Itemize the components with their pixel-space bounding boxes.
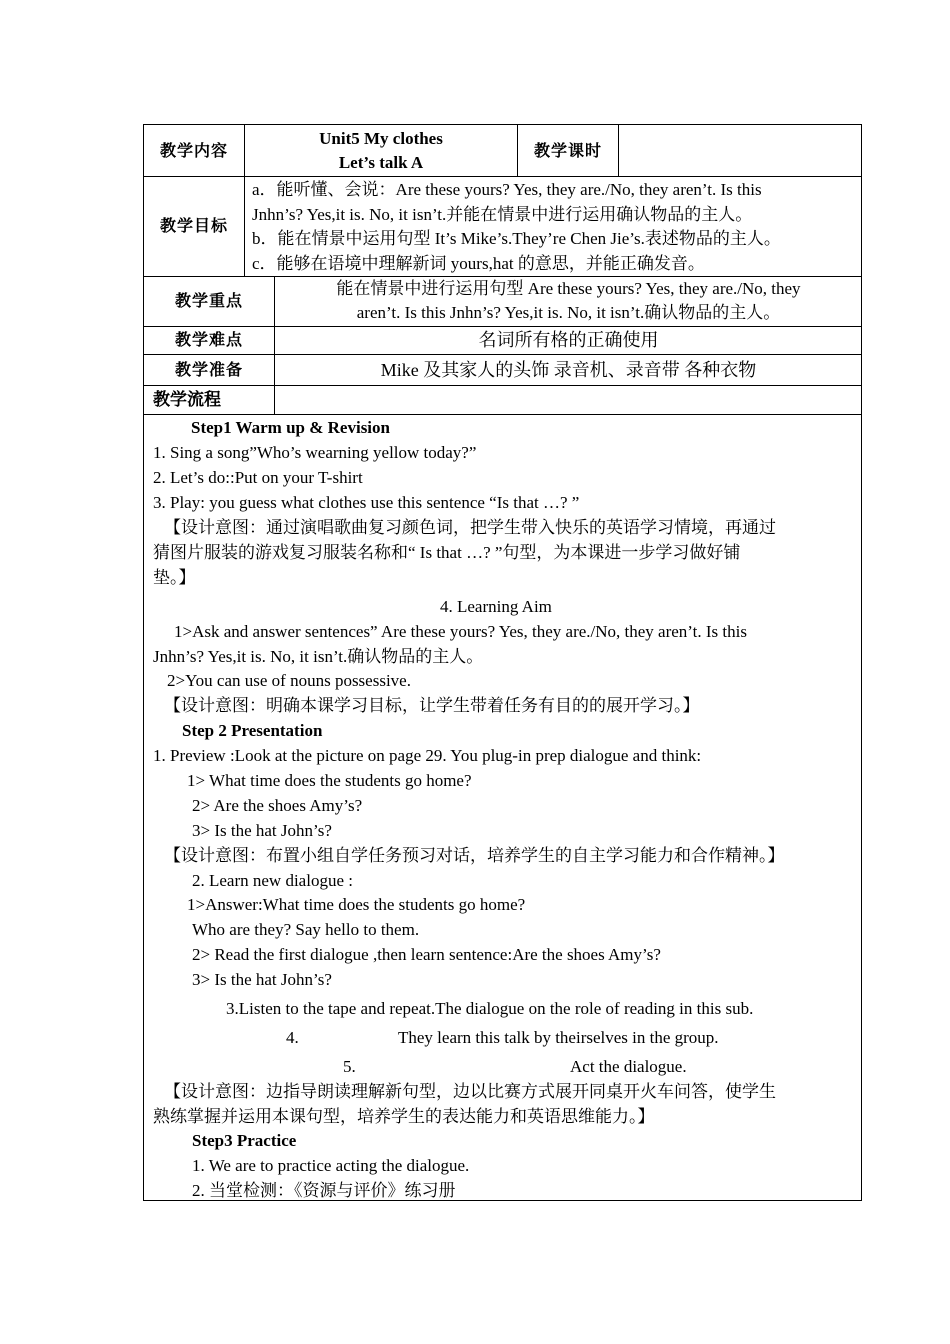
prep-label: 教学准备: [174, 359, 243, 379]
step2-subitem: Who are they? Say hello to them.: [192, 920, 420, 939]
learning-aim-item: Jnhn’s? Yes,it is. No, it isn’t.确认物品的主人。: [153, 647, 484, 666]
design-intent-line: 垫。】: [153, 568, 196, 587]
design-intent-line: 【设计意图：边指导朗读理解新句型，边以比赛方式展开同桌开火车问答，使学生: [164, 1082, 776, 1101]
step3-item: 1. We are to practice acting the dialogue.: [192, 1156, 470, 1175]
step3-item: 2. 当堂检测：《资源与评价》练习册: [192, 1181, 456, 1200]
step2-item-number: 4.: [286, 1028, 299, 1047]
step1-item: 1. Sing a song”Who’s wearning yellow today?”: [153, 443, 477, 462]
difficulty-value: 名词所有格的正确使用: [478, 330, 659, 350]
step2-subitem: 3> Is the hat John’s?: [192, 970, 332, 989]
unit-title: Unit5 My clothes: [319, 128, 443, 148]
period-value: [619, 125, 862, 176]
learning-aim-item: 2>You can use of nouns possessive.: [167, 671, 411, 690]
step2-item: 1. Preview :Look at the picture on page 29. You plug-in prep dialogue and think:: [153, 746, 702, 765]
goal-b: b．能在情景中运用句型 It’s Mike’s.They’re Chen Jie’s.表述物品的主人。: [252, 229, 781, 248]
lesson-title: Let’s talk A: [338, 152, 424, 172]
learning-aim-title: 4. Learning Aim: [440, 597, 552, 616]
difficulty-label: 教学难点: [174, 330, 243, 349]
lesson-plan-table: [143, 124, 862, 1201]
step1-item: 3. Play: you guess what clothes use this sentence “Is that …? ”: [153, 493, 580, 512]
design-intent-line: 【设计意图：通过演唱歌曲复习颜色词，把学生带入快乐的英语学习情境，再通过: [164, 518, 776, 537]
goal-a-line2: Jnhn’s? Yes,it is. No, it isn’t.并能在情景中进行运用确认物品的主人。: [252, 205, 753, 224]
learning-aim-item: 1>Ask and answer sentences” Are these yours? Yes, they are./No, they aren’t. Is this: [174, 622, 747, 641]
design-intent-line: 猜图片服装的游戏复习服装名称和“ Is that …? ”句型，为本课进一步学习做好铺: [153, 543, 741, 562]
process-label: 教学流程: [153, 390, 221, 410]
step2-item: 3.Listen to the tape and repeat.The dialogue on the role of reading in this sub.: [226, 999, 754, 1018]
step2-title: Step 2 Presentation: [182, 721, 323, 740]
step2-item-number: 5.: [343, 1057, 356, 1076]
step2-subitem: 2> Are the shoes Amy’s?: [192, 796, 363, 815]
key-line1: 能在情景中进行运用句型 Are these yours? Yes, they are./No, they: [336, 279, 801, 298]
step1-item: 2. Let’s do::Put on your T-shirt: [153, 468, 363, 487]
goal-a-line1: a．能听懂、会说：Are these yours? Yes, they are./No, they aren’t. Is this: [252, 180, 762, 199]
key-value: [275, 276, 862, 326]
key-label: 教学重点: [174, 291, 243, 310]
step3-title: Step3 Practice: [192, 1131, 297, 1150]
design-intent-line: 熟练掌握并运用本课句型，培养学生的表达能力和英语思维能力。】: [153, 1107, 655, 1126]
step2-item: They learn this talk by theirselves in the group.: [398, 1028, 719, 1047]
design-intent-line: 【设计意图：布置小组自学任务预习对话，培养学生的自主学习能力和合作精神。】: [164, 846, 785, 865]
step2-item: Act the dialogue.: [570, 1057, 687, 1076]
design-intent-line: 【设计意图：明确本课学习目标，让学生带着任务有目的的展开学习。】: [164, 696, 700, 715]
goal-c: c．能够在语境中理解新词 yours,hat 的意思，并能正确发音。: [252, 254, 705, 273]
period-label: 教学课时: [533, 140, 602, 160]
step2-subitem: 1>Answer:What time does the students go home?: [187, 895, 526, 914]
row-divider: [144, 385, 861, 386]
prep-value: Mike 及其家人的头饰 录音机、录音带 各种衣物: [380, 359, 757, 380]
step1-title: Step1 Warm up & Revision: [191, 418, 390, 437]
step2-item: 2. Learn new dialogue :: [192, 871, 353, 890]
key-line2: aren’t. Is this Jnhn’s? Yes,it is. No, it isn’t.确认物品的主人。: [356, 303, 781, 322]
content-label: 教学内容: [159, 140, 228, 160]
step2-subitem: 1> What time does the students go home?: [187, 771, 472, 790]
content-title: [245, 125, 517, 176]
goals-label: 教学目标: [159, 216, 228, 235]
step2-subitem: 3> Is the hat John’s?: [192, 821, 332, 840]
step2-subitem: 2> Read the first dialogue ,then learn sentence:Are the shoes Amy’s?: [192, 945, 661, 964]
